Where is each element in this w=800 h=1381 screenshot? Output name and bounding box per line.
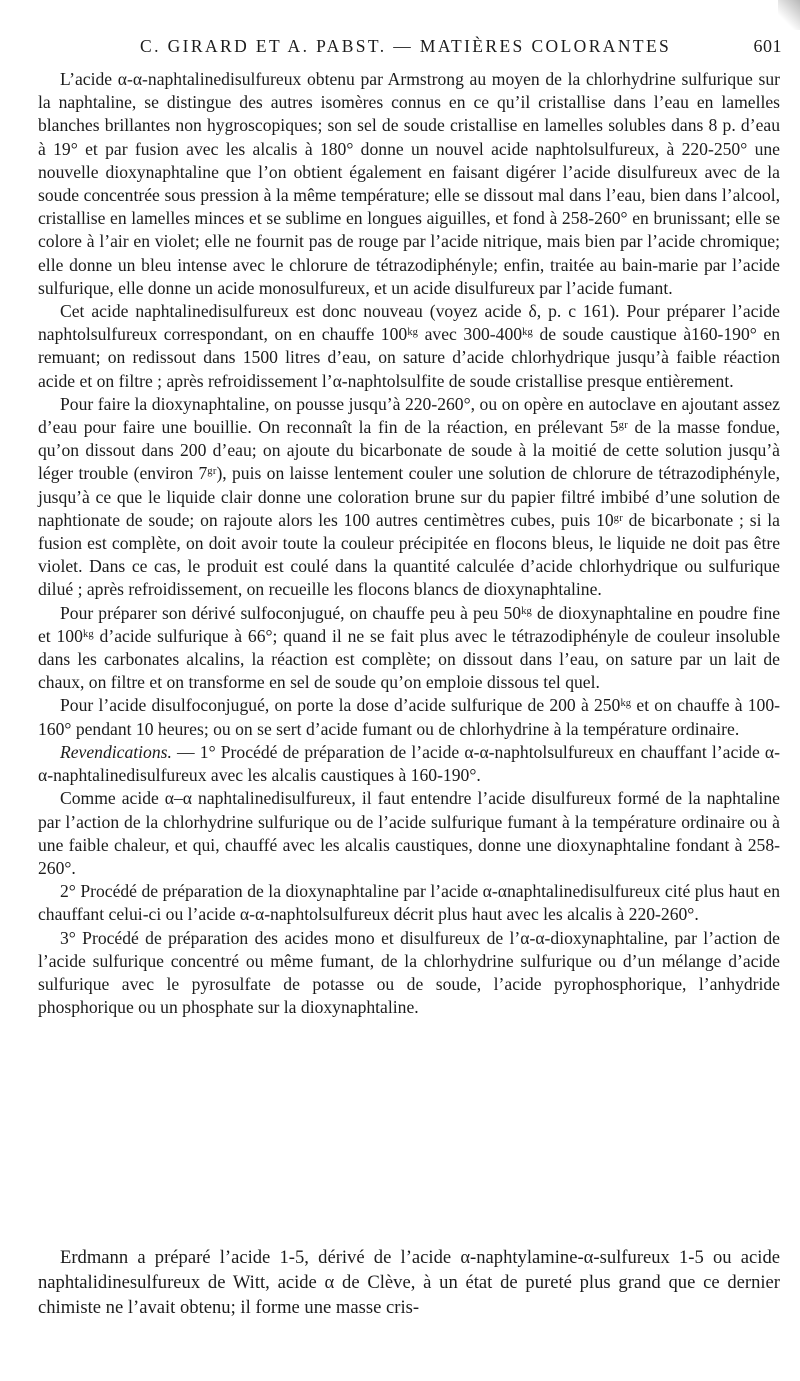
paragraph: Pour l’acide disulfoconjugué, on porte la dose d’acide sulfurique de 200 à 250ᵏᵍ et on chauffe à 100-160° pendant 10 heures; ou on se sert d’acide fumant ou de chlorhydrine à la température ordinaire.	[38, 695, 780, 739]
page-corner-shadow	[778, 0, 800, 30]
main-text	[38, 68, 780, 1019]
next-section	[38, 1245, 780, 1320]
paragraph: Pour préparer son dérivé sulfoconjugué, on chauffe peu à peu 50ᵏᵍ de dioxynaphtaline en poudre fine et 100ᵏᵍ d’acide sulfurique à 66°; quand il ne se fait plus avec le tétrazodiphényle de couleur insoluble dans les carbonates alcalins, la réaction est complète; on dissout dans l’eau, on sature par un lait de chaux, on filtre et on transforme en sel de soude qu’on emploie dissous tel quel.	[38, 602, 780, 693]
claim-2: 2° Procédé de préparation de la dioxynaphtaline par l’acide α-αnaphtalinedisulfureux cité plus haut en chauffant celui-ci ou l’acide α-α-naphtolsulfureux décrit plus haut avec les alcalis à 220-260°.	[38, 881, 780, 925]
paragraph: L’acide α-α-naphtalinedisulfureux obtenu par Armstrong au moyen de la chlorhydrine sulfurique sur la naphtaline, se distingue des autres isomères connus en ce qu’il cristallise dans l’eau en lamelles blanches brillantes non hygroscopiques; son sel de soude cristallise en lamelles solubles dans 8 p. d’eau à 19° et par fusion avec les alcalis à 180° donne un nouvel acide naphtolsulfureux, à 220-250° une nouvelle dioxynaphtaline que l’on obtient également en faisant digérer l’acide disulfureux avec de la soude concentrée sous pression à la même température; elle se dissout mal dans l’eau, bien dans l’alcool, cristallise en lamelles minces et se sublime en longues aiguilles, et fond à 258-260° en brunissant; elle se colore à l’air en violet; elle ne fournit pas de rouge par l’acide nitrique, mais bien par l’acide chromique; elle donne un bleu intense avec le chlorure de tétrazodiphényle; enfin, traitée au bain-marie par l’acide sulfurique, elle donne un acide monosulfureux, et un acide disulfureux par l’acide fumant.	[38, 69, 780, 298]
running-head: C. GIRARD ET A. PABST. — MATIÈRES COLORANTES	[140, 36, 672, 56]
claims-heading: Revendications.	[60, 741, 172, 762]
next-section-paragraph: Erdmann a préparé l’acide 1-5, dérivé de l’acide α-naphtylamine-α-sulfureux 1-5 ou acide naphtalidinesulfureux de Witt, acide α de Clève, à un état de pureté plus grand que ce dernier chimiste ne l’avait obtenu; il forme une masse cris-	[38, 1247, 780, 1318]
claim-3: 3° Procédé de préparation des acides mono et disulfureux de l’α-α-dioxynaphtaline, par l’action de l’acide sulfurique concentré ou même fumant, de la chlorhydrine sulfurique ou d’un mélange d’acide sulfurique avec le pyrosulfate de potasse ou de soude, l’acide pyrophosphorique, l’anhydride phosphorique ou un phosphate sur la dioxynaphtaline.	[38, 927, 780, 1018]
paragraph: Pour faire la dioxynaphtaline, on pousse jusqu’à 220-260°, ou on opère en autoclave en ajoutant assez d’eau pour faire une bouillie. On reconnaît la fin de la réaction, en prélevant 5ᵍʳ de la masse fondue, qu’on dissout dans 200 d’eau; on ajoute du bicarbonate de soude à la moitié de cette solution jusqu’à léger trouble (environ 7ᵍʳ), puis on laisse lentement couler une solution de chlorure de tétrazodiphényle, jusqu’à ce que le liquide clair donne une coloration brune sur du papier filtré imbibé d’une solution de naphtionate de soude; on rajoute alors les 100 autres centimètres cubes, puis 10ᵍʳ de bicarbonate ; si la fusion est complète, on doit avoir toute la couleur précipitée en flocons bleus, le liquide ne doit pas être violet. Dans ce cas, le produit est coulé dans la quantité calculée d’acide chlorhydrique ou sulfurique dilué ; après refroidissement, on recueille les flocons blancs de dioxynaphtaline.	[38, 393, 780, 600]
claim-1: — 1° Procédé de préparation de l’acide α-α-naphtolsulfureux en chauffant l’acide α-α-naphtalinedisulfureux avec les alcalis caustiques à 160-190°.	[38, 741, 780, 786]
claim-1-note: Comme acide α–α naphtalinedisulfureux, il faut entendre l’acide disulfureux formé de la naphtaline par l’action de la chlorhydrine sulfurique ou de l’acide sulfurique fumant à la température ordinaire ou à une faible chaleur, et qui, chauffé avec les alcalis caustiques, donne une dioxynaphtaline fondant à 258-260°.	[38, 788, 780, 878]
paragraph: Cet acide naphtalinedisulfureux est donc nouveau (voyez acide δ, p. c 161). Pour préparer l’acide naphtolsulfureux correspondant, on en chauffe 100ᵏᵍ avec 300-400ᵏᵍ de soude caustique à160-190° en remuant; on redissout dans 1500 litres d’eau, on sature d’acide chlorhydrique jusqu’à faible réaction acide et on filtre ; après refroidissement l’α-naphtolsulfite de soude cristallise presque entièrement.	[38, 301, 780, 391]
page-number: 601	[753, 36, 782, 56]
claims-paragraph	[38, 741, 780, 787]
page-header	[40, 36, 788, 62]
